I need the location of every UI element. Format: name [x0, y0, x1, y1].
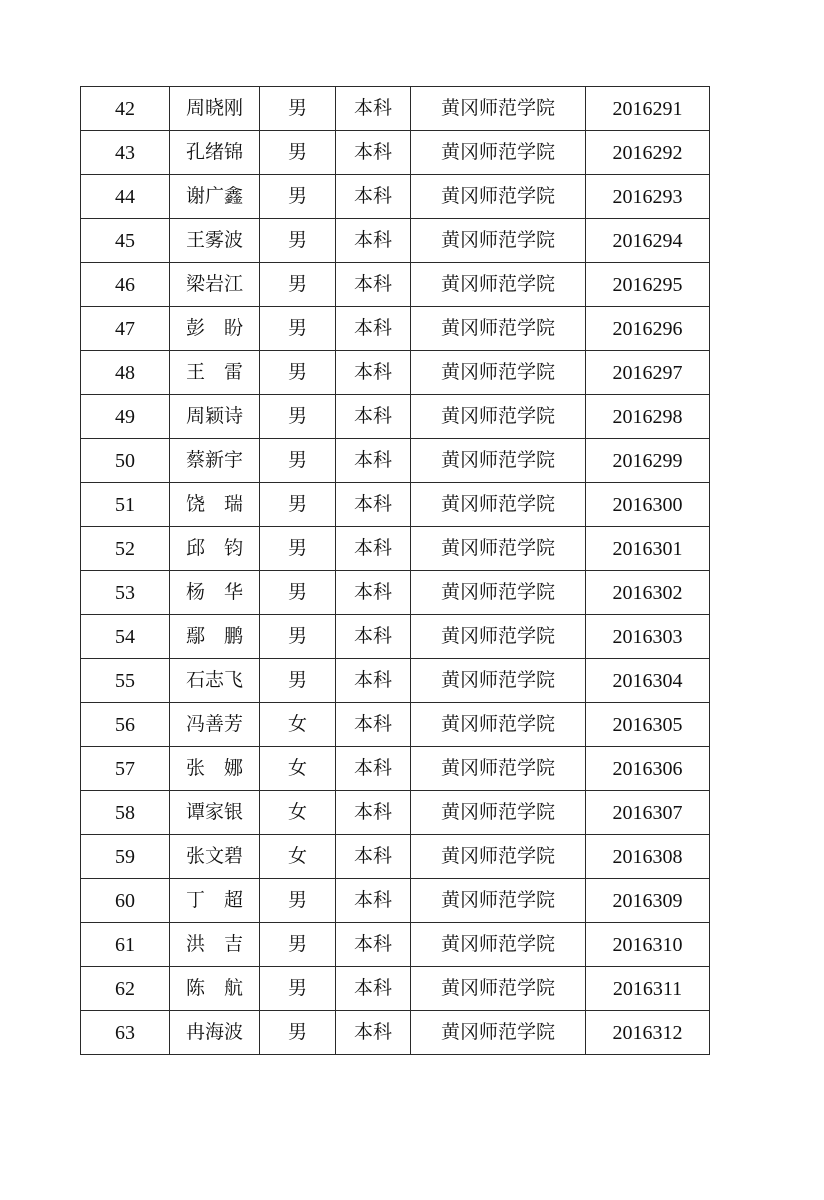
table-row	[81, 703, 710, 747]
education-level: 本科	[336, 1011, 411, 1055]
row-number: 63	[81, 1011, 170, 1055]
student-name: 陈 航	[170, 967, 260, 1011]
education-level: 本科	[336, 967, 411, 1011]
student-name: 饶 瑞	[170, 483, 260, 527]
education-level: 本科	[336, 175, 411, 219]
table-row	[81, 483, 710, 527]
student-gender: 女	[260, 747, 336, 791]
student-name: 张 娜	[170, 747, 260, 791]
row-number: 53	[81, 571, 170, 615]
student-gender: 男	[260, 571, 336, 615]
table-row	[81, 967, 710, 1011]
student-name: 谭家银	[170, 791, 260, 835]
school-name: 黄冈师范学院	[411, 131, 586, 175]
school-name: 黄冈师范学院	[411, 351, 586, 395]
student-id: 2016299	[586, 439, 710, 483]
education-level: 本科	[336, 483, 411, 527]
school-name: 黄冈师范学院	[411, 967, 586, 1011]
roster-body	[81, 87, 710, 1055]
student-name: 周晓刚	[170, 87, 260, 131]
row-number: 60	[81, 879, 170, 923]
row-number: 50	[81, 439, 170, 483]
row-number: 61	[81, 923, 170, 967]
school-name: 黄冈师范学院	[411, 571, 586, 615]
student-id: 2016291	[586, 87, 710, 131]
student-id: 2016297	[586, 351, 710, 395]
row-number: 58	[81, 791, 170, 835]
education-level: 本科	[336, 791, 411, 835]
school-name: 黄冈师范学院	[411, 175, 586, 219]
education-level: 本科	[336, 87, 411, 131]
row-number: 47	[81, 307, 170, 351]
student-gender: 男	[260, 439, 336, 483]
row-number: 45	[81, 219, 170, 263]
table-row	[81, 659, 710, 703]
student-id: 2016293	[586, 175, 710, 219]
school-name: 黄冈师范学院	[411, 439, 586, 483]
student-name: 王雾波	[170, 219, 260, 263]
student-id: 2016292	[586, 131, 710, 175]
table-row	[81, 747, 710, 791]
row-number: 52	[81, 527, 170, 571]
school-name: 黄冈师范学院	[411, 87, 586, 131]
row-number: 56	[81, 703, 170, 747]
school-name: 黄冈师范学院	[411, 307, 586, 351]
table-row	[81, 879, 710, 923]
table-row	[81, 219, 710, 263]
school-name: 黄冈师范学院	[411, 703, 586, 747]
row-number: 46	[81, 263, 170, 307]
school-name: 黄冈师范学院	[411, 791, 586, 835]
student-gender: 男	[260, 87, 336, 131]
education-level: 本科	[336, 263, 411, 307]
student-name: 石志飞	[170, 659, 260, 703]
row-number: 48	[81, 351, 170, 395]
student-id: 2016295	[586, 263, 710, 307]
student-id: 2016312	[586, 1011, 710, 1055]
table-row	[81, 439, 710, 483]
row-number: 62	[81, 967, 170, 1011]
table-row	[81, 395, 710, 439]
education-level: 本科	[336, 747, 411, 791]
student-id: 2016308	[586, 835, 710, 879]
student-name: 邱 钧	[170, 527, 260, 571]
student-gender: 男	[260, 131, 336, 175]
student-name: 蔡新宇	[170, 439, 260, 483]
student-id: 2016305	[586, 703, 710, 747]
table-row	[81, 835, 710, 879]
student-gender: 男	[260, 263, 336, 307]
school-name: 黄冈师范学院	[411, 747, 586, 791]
student-name: 杨 华	[170, 571, 260, 615]
student-gender: 男	[260, 395, 336, 439]
student-id: 2016294	[586, 219, 710, 263]
table-row	[81, 263, 710, 307]
student-gender: 男	[260, 967, 336, 1011]
student-name: 张文碧	[170, 835, 260, 879]
student-gender: 男	[260, 483, 336, 527]
student-id: 2016311	[586, 967, 710, 1011]
education-level: 本科	[336, 439, 411, 483]
row-number: 54	[81, 615, 170, 659]
row-number: 44	[81, 175, 170, 219]
school-name: 黄冈师范学院	[411, 1011, 586, 1055]
student-gender: 男	[260, 879, 336, 923]
student-gender: 男	[260, 175, 336, 219]
school-name: 黄冈师范学院	[411, 615, 586, 659]
table-row	[81, 351, 710, 395]
student-name: 谢广鑫	[170, 175, 260, 219]
student-id: 2016298	[586, 395, 710, 439]
school-name: 黄冈师范学院	[411, 219, 586, 263]
student-gender: 女	[260, 703, 336, 747]
student-id: 2016309	[586, 879, 710, 923]
student-name: 周颖诗	[170, 395, 260, 439]
row-number: 49	[81, 395, 170, 439]
school-name: 黄冈师范学院	[411, 263, 586, 307]
education-level: 本科	[336, 307, 411, 351]
student-name: 梁岩江	[170, 263, 260, 307]
education-level: 本科	[336, 395, 411, 439]
row-number: 57	[81, 747, 170, 791]
school-name: 黄冈师范学院	[411, 483, 586, 527]
education-level: 本科	[336, 219, 411, 263]
education-level: 本科	[336, 835, 411, 879]
education-level: 本科	[336, 923, 411, 967]
student-name: 王 雷	[170, 351, 260, 395]
school-name: 黄冈师范学院	[411, 835, 586, 879]
education-level: 本科	[336, 659, 411, 703]
table-row	[81, 527, 710, 571]
education-level: 本科	[336, 615, 411, 659]
table-row	[81, 87, 710, 131]
table-row	[81, 1011, 710, 1055]
education-level: 本科	[336, 879, 411, 923]
student-gender: 男	[260, 307, 336, 351]
student-name: 孔绪锦	[170, 131, 260, 175]
table-row	[81, 571, 710, 615]
student-gender: 男	[260, 219, 336, 263]
row-number: 59	[81, 835, 170, 879]
row-number: 51	[81, 483, 170, 527]
school-name: 黄冈师范学院	[411, 923, 586, 967]
table-row	[81, 923, 710, 967]
student-name: 洪 吉	[170, 923, 260, 967]
student-id: 2016301	[586, 527, 710, 571]
student-gender: 男	[260, 527, 336, 571]
student-id: 2016300	[586, 483, 710, 527]
row-number: 42	[81, 87, 170, 131]
student-name: 冯善芳	[170, 703, 260, 747]
student-id: 2016310	[586, 923, 710, 967]
student-id: 2016303	[586, 615, 710, 659]
education-level: 本科	[336, 351, 411, 395]
student-gender: 男	[260, 1011, 336, 1055]
student-name: 冉海波	[170, 1011, 260, 1055]
student-gender: 男	[260, 659, 336, 703]
student-id: 2016296	[586, 307, 710, 351]
table-row	[81, 131, 710, 175]
student-name: 丁 超	[170, 879, 260, 923]
education-level: 本科	[336, 571, 411, 615]
student-gender: 男	[260, 351, 336, 395]
student-name: 鄢 鹏	[170, 615, 260, 659]
table-row	[81, 307, 710, 351]
table-row	[81, 615, 710, 659]
student-name: 彭 盼	[170, 307, 260, 351]
student-gender: 男	[260, 615, 336, 659]
student-id: 2016302	[586, 571, 710, 615]
education-level: 本科	[336, 131, 411, 175]
school-name: 黄冈师范学院	[411, 659, 586, 703]
table-row	[81, 791, 710, 835]
student-gender: 女	[260, 791, 336, 835]
student-id: 2016306	[586, 747, 710, 791]
school-name: 黄冈师范学院	[411, 527, 586, 571]
student-id: 2016304	[586, 659, 710, 703]
row-number: 43	[81, 131, 170, 175]
student-id: 2016307	[586, 791, 710, 835]
row-number: 55	[81, 659, 170, 703]
school-name: 黄冈师范学院	[411, 879, 586, 923]
education-level: 本科	[336, 527, 411, 571]
table-row	[81, 175, 710, 219]
education-level: 本科	[336, 703, 411, 747]
student-gender: 女	[260, 835, 336, 879]
school-name: 黄冈师范学院	[411, 395, 586, 439]
student-roster-table	[80, 86, 710, 1055]
student-gender: 男	[260, 923, 336, 967]
